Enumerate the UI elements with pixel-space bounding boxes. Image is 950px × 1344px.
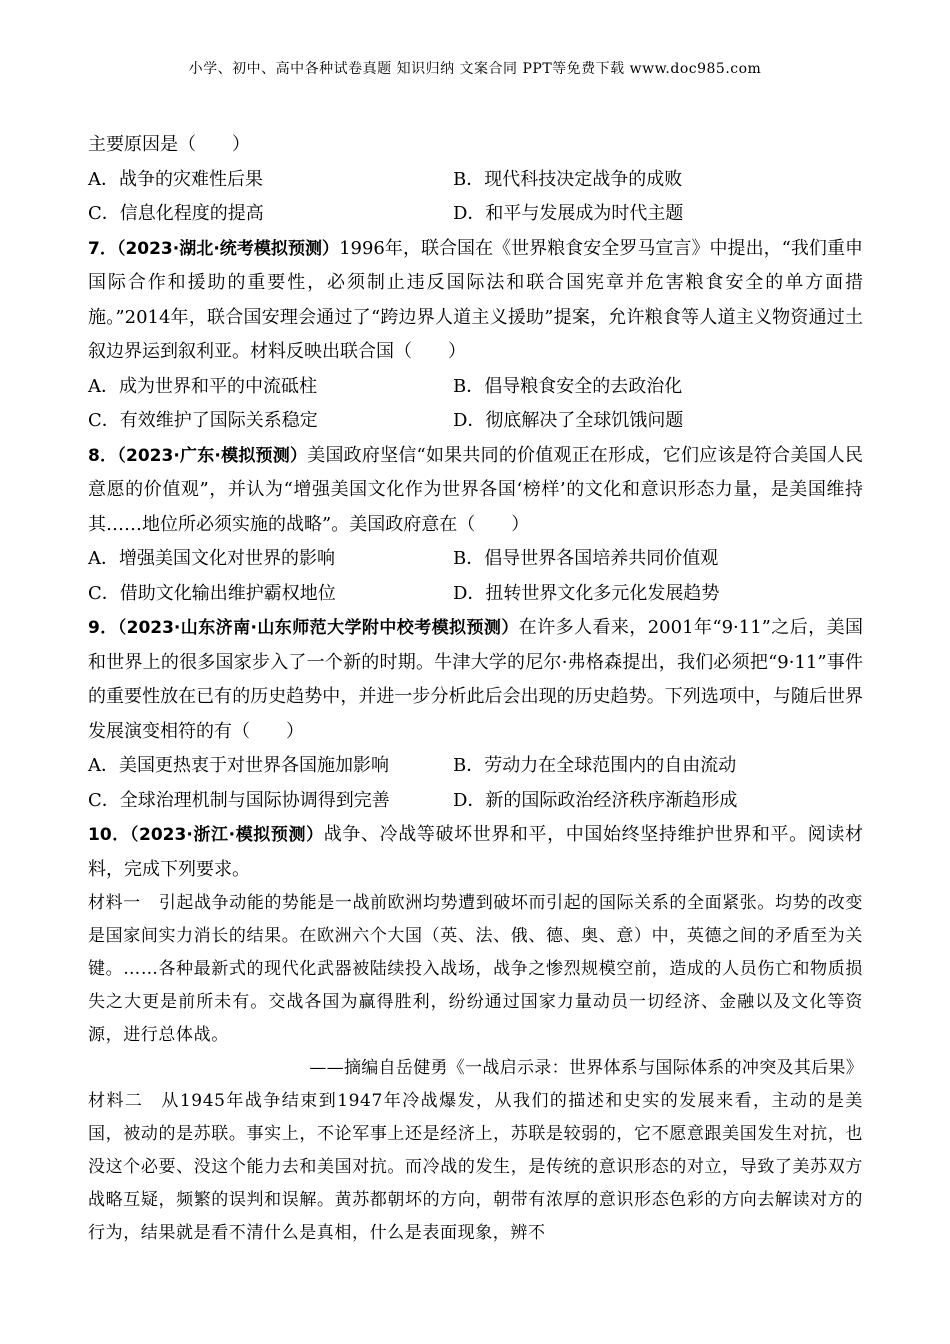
q9-options-row2 <box>88 784 863 819</box>
q8-option-b: B．倡导世界各国培养共同价值观 <box>453 548 719 569</box>
q7-source-tag: （2023·湖北·统考模拟预测） <box>116 238 340 259</box>
q7-options-row2 <box>88 404 863 439</box>
q9-option-b: B．劳动力在全球范围内的自由流动 <box>453 755 737 776</box>
q7-option-c: C．有效维护了国际关系稳定 <box>88 410 318 431</box>
q8-number: 8． <box>88 445 118 466</box>
document-body <box>88 128 863 1250</box>
q7-number: 7． <box>88 238 117 259</box>
q8-options-row1 <box>88 542 863 577</box>
q6-option-b: B．现代科技决定战争的成败 <box>453 168 683 190</box>
q7-text: 1996年，联合国在《世界粮食安全罗马宣言》中提出，“我们重申国际合作和援助的重要性，必须制止违反国际法和联合国宪章并危害粮食安全的单方面措施。”2014年，联合国安理会通过了“跨边界人道主义援助”提案，允许粮食等人道主义物资通过土叙边界运到叙利亚。材料反映出联合国（ ） <box>88 237 863 362</box>
q7-options-row1 <box>88 370 863 405</box>
material-1-label: 材料一 <box>88 893 141 913</box>
q9-stem <box>88 611 863 749</box>
material-2-text: 从1945年战争结束到1947年冷战爆发，从我们的描述和史实的发展来看，主动的是美国，被动的是苏联。事实上，不论军事上还是经济上，苏联是较弱的，它不愿意跟美国发生对抗，也没这个必要、没这个能力去和美国对抗。而冷战的发生，是传统的意识形态的对立，导致了美苏双方战略互疑，频繁的误判和误解。黄苏都朝坏的方向，朝带有浓厚的意识形态色彩的方向去解读对方的行为，结果就是看不清什么是真相，什么是表面现象，辨不 <box>88 1091 863 1243</box>
q8-option-c: C．借助文化输出维护霸权地位 <box>88 582 336 604</box>
q7-option-b: B．倡导粮食安全的去政治化 <box>453 375 683 397</box>
q9-option-c: C．全球治理机制与国际协调得到完善 <box>88 789 390 811</box>
q7-stem <box>88 232 863 370</box>
material-1-text: 引起战争动能的势能是一战前欧洲均势遭到破坏而引起的国际关系的全面紧张。均势的改变是国家间实力消长的结果。在欧洲六个大国（英、法、俄、德、奥、意）中，英德之间的矛盾至为关键。……各种最新式的现代化武器被陆续投入战场，战争之惨烈规模空前，造成的人员伤亡和物质损失之大更是前所未有。交战各国为赢得胜利，纷纷通过国家力量动员一切经济、金融以及文化等资源，进行总体战。 <box>88 893 864 1045</box>
q6-option-a: A．战争的灾难性后果 <box>88 168 263 190</box>
q6-stem-tail: 主要原因是（ ） <box>88 134 250 155</box>
q6-option-d: D．和平与发展成为时代主题 <box>453 203 684 224</box>
q6-options-row2 <box>88 197 863 232</box>
q7-option-d: D．彻底解决了全球饥饿问题 <box>453 410 684 431</box>
material-2 <box>88 1085 863 1250</box>
q8-option-a: A．增强美国文化对世界的影响 <box>88 548 335 569</box>
q9-text: 在许多人看来，2001年“9·11”之后，美国和世界上的很多国家步入了一个新的时期。牛津大学的尼尔·弗格森提出，我们必须把“9·11”事件的重要性放在已有的历史趋势中，并进一步分析此后会出现的历史趋势。下列选项中，与随后世界发展演变相符的有（ ） <box>88 617 863 742</box>
q6-options-row1 <box>88 163 863 198</box>
page-header: 小学、初中、高中各种试卷真题 知识归纳 文案合同 PPT等免费下载 www.doc985.com <box>188 61 762 77</box>
material-1 <box>88 887 863 1052</box>
q9-number: 9． <box>88 618 118 638</box>
q8-source-tag: （2023·广东·模拟预测） <box>117 445 308 466</box>
q8-stem <box>88 439 863 543</box>
q7-option-a: A．成为世界和平的中流砥柱 <box>88 375 317 397</box>
q6-option-c: C．信息化程度的提高 <box>88 203 264 224</box>
q10-text: 战争、冷战等破坏世界和平，中国始终坚持维护世界和平。阅读材料，完成下列要求。 <box>88 824 863 880</box>
q9-source-tag: （2023·山东济南·山东师范大学附中校考模拟预测） <box>117 618 519 638</box>
q9-option-a: A．美国更热衷于对世界各国施加影响 <box>88 755 389 776</box>
q10-source-tag: （2023·浙江·模拟预测） <box>129 825 324 845</box>
q9-option-d: D．新的国际政治经济秩序渐趋形成 <box>453 789 738 811</box>
q10-number: 10． <box>88 825 130 845</box>
q8-options-row2 <box>88 577 863 612</box>
q9-options-row1 <box>88 749 863 784</box>
material-1-source: ——摘编自岳健勇《一战启示录：世界体系与国际体系的冲突及其后果》 <box>309 1058 863 1078</box>
q10-stem <box>88 818 863 887</box>
q8-text: 美国政府坚信“如果共同的价值观正在形成，它们应该是符合美国人民意愿的价值观”，并认为“增强美国文化作为世界各国‘榜样’的文化和意识形态力量，是美国维持其……地位所必须实施的战略”。美国政府意在（ ） <box>88 444 864 535</box>
material-2-label: 材料二 <box>88 1091 144 1111</box>
q8-option-d: D．扭转世界文化多元化发展趋势 <box>453 582 720 604</box>
